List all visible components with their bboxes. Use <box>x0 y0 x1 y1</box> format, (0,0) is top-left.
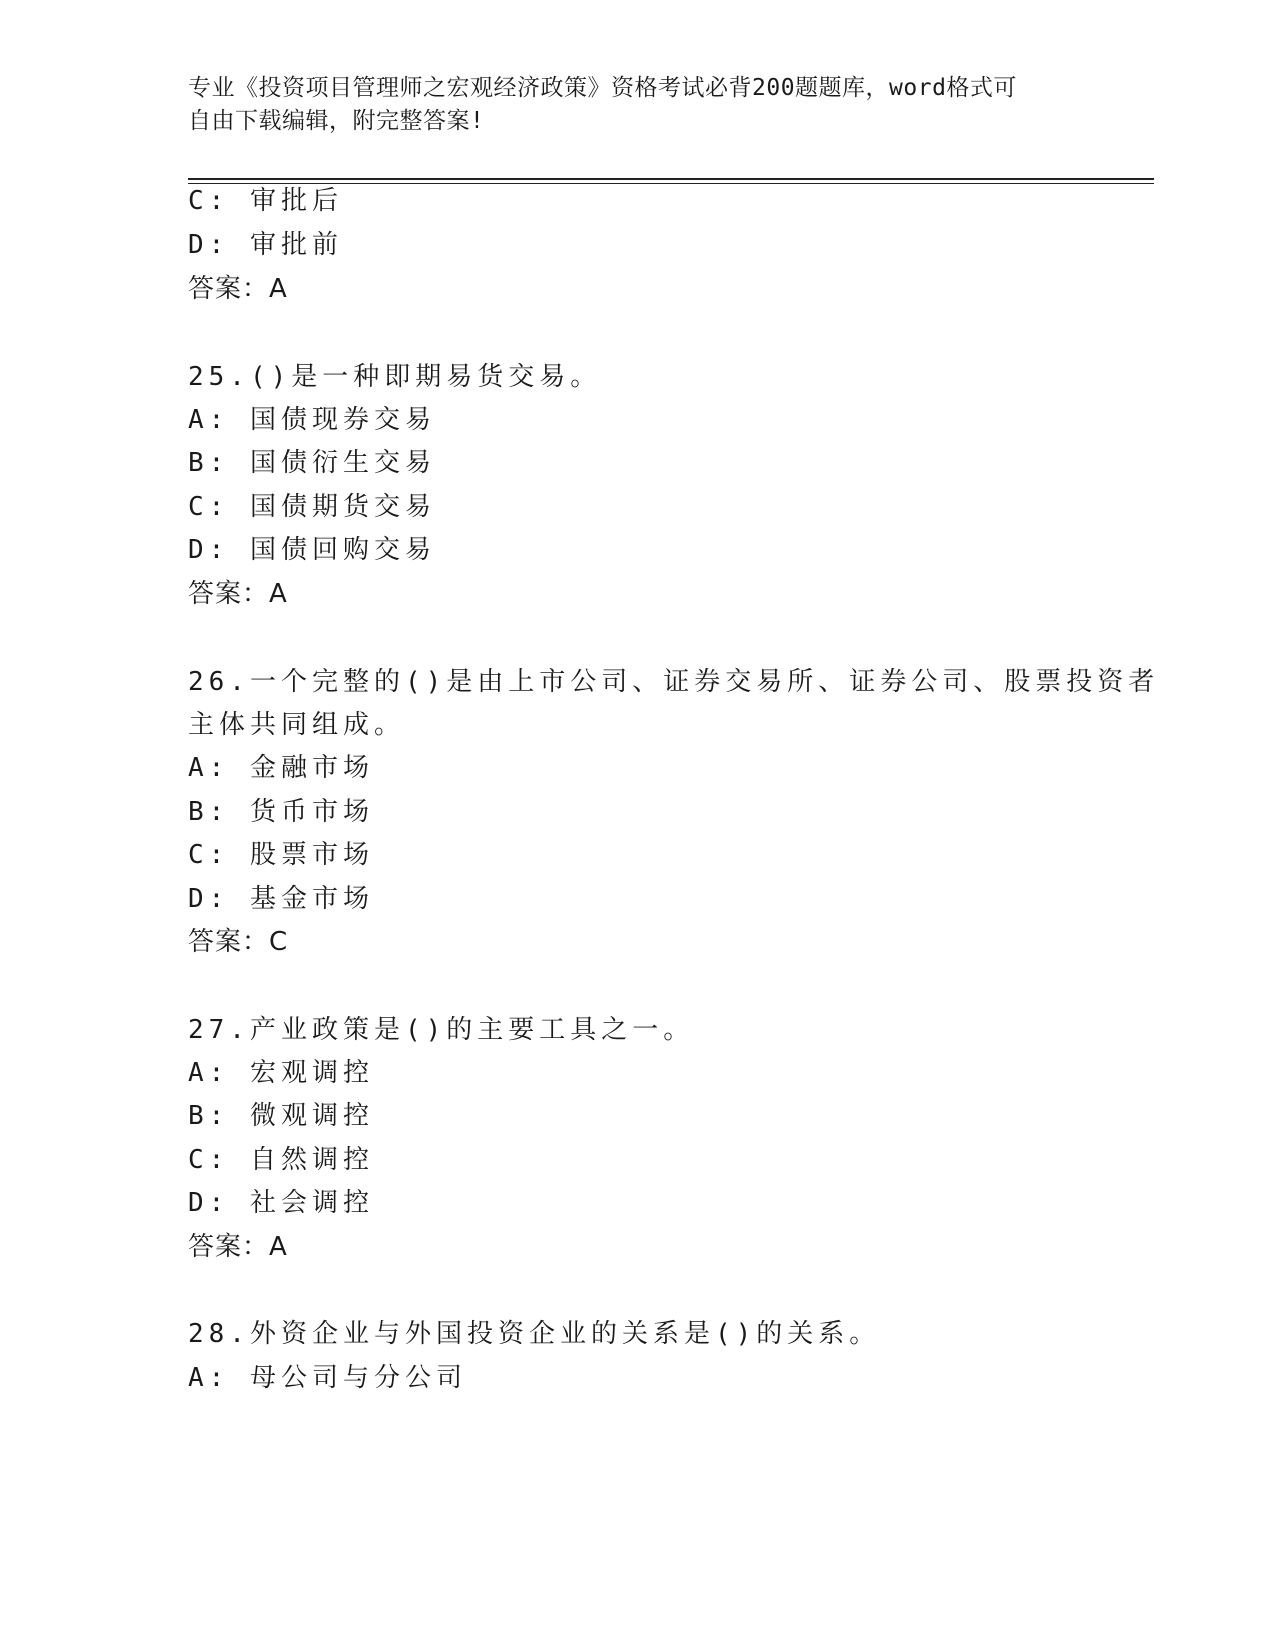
header-divider-thin <box>188 183 1154 184</box>
question-stem-continued: 主体共同组成。 <box>188 710 406 740</box>
option-a: A: 金融市场 <box>188 753 374 783</box>
option-b: B: 微观调控 <box>188 1101 374 1131</box>
option-b: B: 国债衍生交易 <box>188 448 436 478</box>
header-line-1: 专业《投资项目管理师之宏观经济政策》资格考试必背200题题库，word格式可 <box>188 75 1017 101</box>
option-d: D: 社会调控 <box>188 1188 374 1218</box>
question-stem: 26.一个完整的()是由上市公司、证券交易所、证券公司、股票投资者 <box>188 667 1160 697</box>
question-stem: 28.外资企业与外国投资企业的关系是()的关系。 <box>188 1319 881 1349</box>
header-line-2: 自由下载编辑，附完整答案! <box>188 108 485 134</box>
option-c: C: 股票市场 <box>188 840 374 870</box>
option-b: B: 货币市场 <box>188 797 374 827</box>
option-d: D: 国债回购交易 <box>188 535 436 565</box>
question-stem: 27.产业政策是()的主要工具之一。 <box>188 1015 695 1045</box>
answer: 答案：A <box>188 579 288 609</box>
option-c: C: 自然调控 <box>188 1145 374 1175</box>
option-a: A: 国债现券交易 <box>188 405 436 435</box>
option-c: C: 国债期货交易 <box>188 492 436 522</box>
option-d: D: 基金市场 <box>188 884 374 914</box>
option-c: C: 审批后 <box>188 186 343 216</box>
answer: 答案：A <box>188 1232 288 1262</box>
option-d: D: 审批前 <box>188 230 343 260</box>
question-stem: 25.()是一种即期易货交易。 <box>188 362 602 392</box>
answer: 答案：A <box>188 274 288 304</box>
option-a: A: 母公司与分公司 <box>188 1363 467 1393</box>
option-a: A: 宏观调控 <box>188 1058 374 1088</box>
header-divider <box>188 178 1154 180</box>
answer: 答案：C <box>188 927 289 957</box>
page-header <box>188 72 1068 138</box>
